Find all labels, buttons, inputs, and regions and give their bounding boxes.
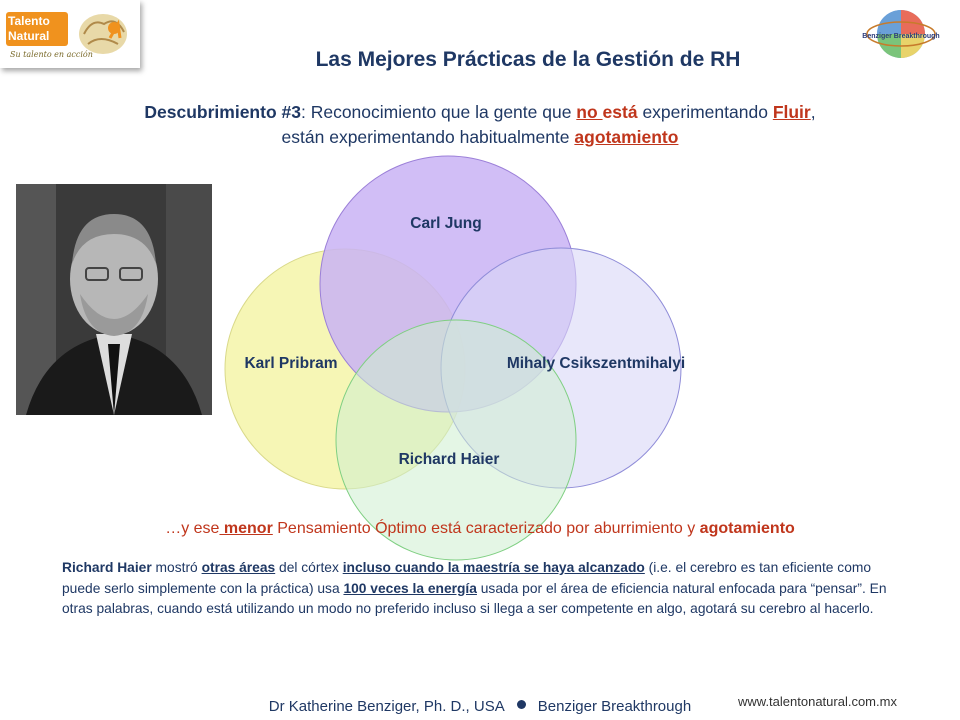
discovery-text-2: experimentando	[637, 102, 773, 122]
para-underline-1: otras áreas	[201, 560, 276, 575]
footer-author: Dr Katherine Benziger, Ph. D., USA	[268, 698, 505, 715]
logo-line-2: Natural	[8, 29, 50, 43]
para-underline-2: incluso cuando la maestría se haya alcanzado	[342, 560, 645, 575]
footer-bullet-icon	[517, 700, 526, 709]
haier-paragraph	[62, 558, 907, 620]
para-name: Richard Haier	[62, 560, 152, 575]
page-title: Las Mejores Prácticas de la Gestión de RH	[315, 48, 741, 71]
discovery-text-1: : Reconocimiento que la gente que	[300, 102, 577, 122]
para-text-2: del córtex	[275, 560, 343, 575]
discovery-text-3: ,	[810, 102, 816, 122]
highlight-menor: menor	[219, 520, 273, 537]
website-url: www.talentonatural.com.mx	[738, 694, 897, 709]
label-mihaly-csikszentmihalyi: Mihaly Csikszentmihalyi	[506, 355, 686, 372]
footer-brand: Benziger Breakthrough	[537, 698, 692, 715]
highlight-agotamiento-2: agotamiento	[699, 520, 795, 537]
highlight-esta: está	[602, 102, 638, 122]
label-carl-jung: Carl Jung	[410, 215, 482, 232]
logo-tagline: Su talento en acción	[10, 50, 93, 59]
highlight-no: no	[576, 102, 603, 122]
label-richard-haier: Richard Haier	[398, 451, 500, 468]
para-text-3: (i.e. el cerebro es tan eficiente como puede serlo simplemente con la práctica) usa	[62, 560, 872, 596]
logo-line-1: Talento	[8, 14, 50, 28]
highlight-agotamiento: agotamiento	[574, 127, 679, 147]
highlight-fluir: Fluir	[772, 102, 811, 122]
label-karl-pribram: Karl Pribram	[244, 355, 338, 372]
discovery-text-4: están experimentando habitualmente	[281, 127, 575, 147]
benziger-logo-caption: Benziger Breakthrough	[862, 33, 940, 40]
para-underline-3: 100 veces la energía	[343, 580, 477, 596]
para-text-1: mostró	[151, 560, 202, 575]
conclusion-middle: Pensamiento Óptimo está caracterizado por aburrimiento y	[272, 520, 700, 537]
para-text-4: usada por el área de eficiencia natural enfocada para “pensar”. En otras palabras, cuando está utilizando un modo no preferido incluso si llega a ser competente en algo, agotará su cerebro al hacerlo.	[62, 580, 887, 616]
discovery-label: Descubrimiento #3	[144, 102, 301, 122]
conclusion-line	[40, 520, 920, 538]
conclusion-intro: …y ese	[165, 520, 220, 537]
